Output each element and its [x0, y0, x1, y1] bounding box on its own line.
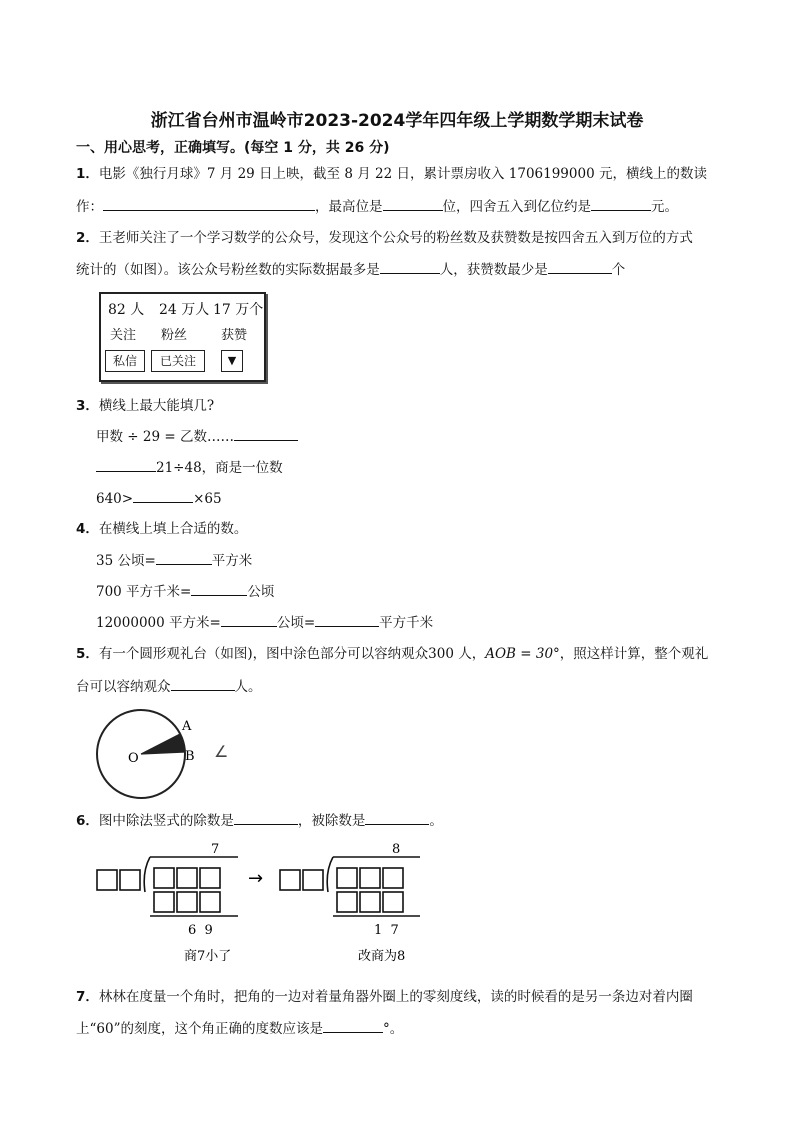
right-caption: 改商为8 [358, 949, 406, 964]
question-4-item-1 [96, 550, 252, 571]
question-1-line-2 [76, 196, 678, 217]
question-6-line-1 [76, 810, 443, 831]
answer-blank[interactable] [365, 810, 429, 825]
question-text: 横线上最大能填几? [98, 398, 215, 414]
answer-blank[interactable] [133, 488, 193, 503]
angle-expression: AOB = 30° [485, 646, 560, 662]
answer-blank[interactable] [96, 457, 156, 472]
question-number: 7． [76, 989, 99, 1005]
question-number: 2． [76, 230, 99, 246]
label-o: O [128, 751, 139, 766]
product-box [360, 892, 380, 912]
label-a: A [182, 719, 192, 734]
question-text: 王老师关注了一个学习数学的公众号，发现这个公众号的粉丝数及获赞数是按四舍五入到万位的方式 [98, 230, 693, 246]
question-text: ，被除数是 [297, 813, 366, 829]
question-text: 平方米 [211, 553, 253, 569]
question-5-line-1 [76, 644, 708, 664]
question-text: 位，四舍五入到亿位约是 [442, 199, 591, 215]
question-text: 700 平方千米= [96, 584, 192, 600]
divisor-box [280, 870, 300, 890]
answer-blank[interactable] [315, 612, 379, 627]
right-quotient: 8 [392, 842, 401, 857]
question-text: °。 [382, 1021, 404, 1037]
question-text: 12000000 平方米= [96, 615, 221, 631]
answer-blank[interactable] [383, 196, 443, 211]
question-number: 4． [76, 521, 99, 537]
answer-blank[interactable] [171, 676, 235, 691]
question-3-item-3 [96, 488, 222, 509]
arrow-icon: → [248, 868, 264, 889]
question-text: 图中除法竖式的除数是 [98, 813, 234, 829]
question-text: 电影《独行月球》7 月 29 日上映，截至 8 月 22 日，累计票房收入 1706199000 元，横线上的数读 [98, 166, 707, 182]
answer-blank[interactable] [548, 259, 612, 274]
question-text: ，照这样计算，整个观礼 [559, 646, 709, 662]
answer-blank[interactable] [191, 581, 247, 596]
answer-blank[interactable] [221, 612, 277, 627]
right-remainder-digits: 1 7 [374, 923, 399, 938]
label-b: B [185, 749, 195, 764]
question-text: 公顷 [247, 584, 275, 600]
question-text: 元。 [651, 199, 678, 215]
profile-stats-card [99, 292, 266, 382]
answer-blank[interactable] [591, 196, 651, 211]
circular-platform-figure [92, 704, 252, 804]
question-text: 人。 [234, 679, 262, 695]
question-7-line-2 [76, 1018, 403, 1039]
question-number: 6． [76, 813, 99, 829]
question-text: 人，获赞数最少是 [439, 262, 548, 278]
question-5-line-2 [76, 676, 262, 697]
answer-blank[interactable] [103, 196, 315, 211]
question-4-item-2 [96, 581, 274, 602]
question-text: 35 公顷= [96, 553, 156, 569]
dropdown-arrow-icon[interactable]: ▼ [221, 350, 243, 372]
question-text: ×65 [193, 491, 222, 507]
likes-label: 获赞 [221, 328, 248, 343]
following-count: 82 人 [108, 302, 145, 318]
question-4-line-1 [76, 519, 247, 539]
product-box [154, 892, 174, 912]
divisor-box [97, 870, 117, 890]
question-3-line-1 [76, 396, 214, 416]
question-text: ，最高位是 [315, 199, 383, 215]
product-box [337, 892, 357, 912]
divisor-box [303, 870, 323, 890]
question-text: 在横线上填上合适的数。 [98, 521, 248, 537]
left-product-digits: 6 9 [188, 923, 213, 938]
product-box [383, 892, 403, 912]
question-4-item-3 [96, 612, 433, 633]
dividend-box [154, 868, 174, 888]
dividend-box [360, 868, 380, 888]
long-division-figure [92, 842, 432, 970]
question-text: 统计的（如图）。该公众号粉丝数的实际数据最多是 [76, 262, 380, 278]
angle-symbol: ∠ [214, 742, 229, 761]
question-text: 上“60”的刻度，这个角正确的度数应该是 [76, 1021, 323, 1037]
question-3-item-1 [96, 426, 298, 447]
answer-blank[interactable] [156, 550, 212, 565]
question-text: 。 [429, 813, 443, 829]
fans-label: 粉丝 [161, 328, 188, 343]
question-text: 640> [96, 491, 134, 507]
left-quotient: 7 [211, 842, 220, 857]
question-text: 21÷48，商是一位数 [156, 460, 283, 476]
message-button[interactable]: 私信 [105, 350, 145, 372]
question-text: 林林在度量一个角时，把角的一边对着量角器外圈上的零刻度线，读的时候看的是另一条边对着内圈 [98, 989, 693, 1005]
question-text: 作： [76, 199, 103, 215]
question-1-line-1 [76, 164, 707, 184]
question-text: 台可以容纳观众 [76, 679, 171, 695]
question-text: 甲数 ÷ 29 = 乙数…… [96, 429, 234, 445]
question-2-line-2 [76, 259, 625, 280]
answer-blank[interactable] [323, 1018, 383, 1033]
dividend-box [200, 868, 220, 888]
question-number: 5． [76, 646, 99, 662]
question-text: 平方千米 [379, 615, 434, 631]
page-title: 浙江省台州市温岭市2023-2024学年四年级上学期数学期末试卷 [150, 111, 644, 131]
product-box [200, 892, 220, 912]
answer-blank[interactable] [234, 426, 298, 441]
product-box [177, 892, 197, 912]
answer-blank[interactable] [234, 810, 298, 825]
question-2-line-1 [76, 228, 693, 248]
dividend-box [337, 868, 357, 888]
followed-button[interactable]: 已关注 [151, 350, 205, 372]
question-text: 公顷= [276, 615, 316, 631]
question-number: 1． [76, 166, 99, 182]
divisor-box [120, 870, 140, 890]
fans-count: 24 万人 [159, 302, 210, 318]
division-bracket [327, 857, 333, 892]
left-caption: 商7小了 [184, 949, 232, 964]
division-bracket [144, 857, 150, 892]
question-7-line-1 [76, 987, 693, 1007]
question-text: 个 [611, 262, 626, 278]
question-3-item-2 [96, 457, 283, 478]
likes-count: 17 万个 [213, 302, 264, 318]
dividend-box [177, 868, 197, 888]
question-number: 3． [76, 398, 99, 414]
answer-blank[interactable] [380, 259, 440, 274]
dividend-box [383, 868, 403, 888]
section-heading: 一、用心思考，正确填写。(每空 1 分，共 26 分) [76, 140, 390, 156]
following-label: 关注 [110, 328, 137, 343]
question-text: 有一个圆形观礼台（如图)，图中涂色部分可以容纳观众300 人， [98, 646, 486, 662]
